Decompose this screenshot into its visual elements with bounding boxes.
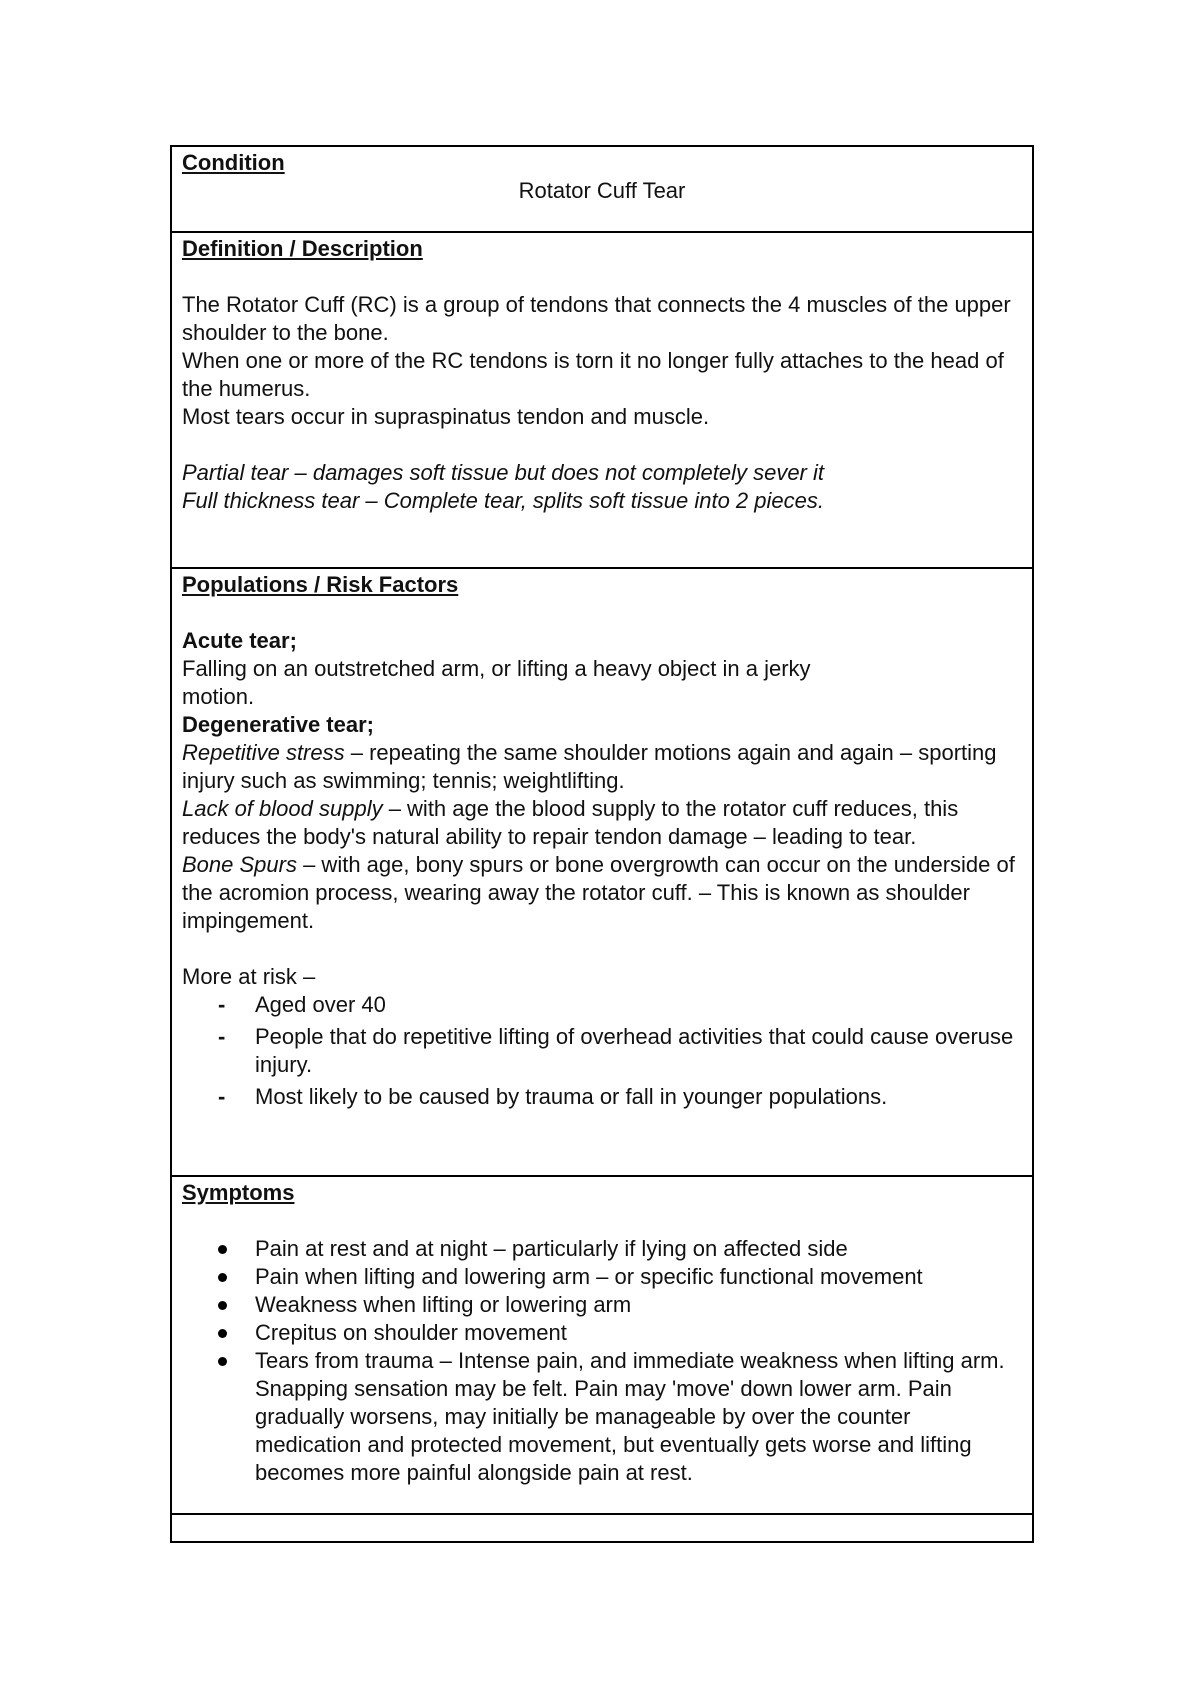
bullet-marker (218, 1245, 227, 1254)
repetitive-stress-paragraph (182, 739, 1022, 795)
list-item (182, 1235, 1022, 1263)
acute-tear-heading: Acute tear; (182, 628, 297, 653)
definition-heading: Definition / Description (182, 236, 423, 261)
dash-marker: - (218, 992, 226, 1017)
symptom-text: Crepitus on shoulder movement (255, 1320, 567, 1345)
blood-supply-paragraph (182, 795, 1022, 851)
repetitive-stress-label: Repetitive stress (182, 740, 345, 765)
list-item (182, 1083, 1022, 1111)
risk-item-text: Most likely to be caused by trauma or fall in younger populations. (255, 1084, 888, 1109)
blood-supply-label: Lack of blood supply (182, 796, 383, 821)
full-thickness-tear-text: Full thickness tear – Complete tear, splits soft tissue into 2 pieces. (182, 488, 824, 513)
symptoms-cell (172, 1177, 1032, 1515)
definition-cell (172, 233, 1032, 569)
risk-list (182, 991, 1022, 1111)
populations-cell (172, 569, 1032, 1177)
partial-tear-text: Partial tear – damages soft tissue but does not completely sever it (182, 460, 824, 485)
acute-tear-text: Falling on an outstretched arm, or lifting a heavy object in a jerky motion. (182, 656, 811, 709)
list-item (182, 1263, 1022, 1291)
symptoms-heading: Symptoms (182, 1180, 295, 1205)
bone-spurs-text: – with age, bony spurs or bone overgrowth can occur on the underside of the acromion process, wearing away the rotator cuff. – This is known as shoulder impingement. (182, 852, 1015, 933)
list-item (182, 1347, 1022, 1487)
condition-cell (172, 147, 1032, 233)
degenerative-tear-heading: Degenerative tear; (182, 712, 374, 737)
condition-heading: Condition (182, 150, 285, 175)
bullet-marker (218, 1329, 227, 1338)
bullet-marker (218, 1273, 227, 1282)
definition-line: When one or more of the RC tendons is torn it no longer fully attaches to the head of the humerus. (182, 348, 1004, 401)
risk-item-text: People that do repetitive lifting of overhead activities that could cause overuse injury. (255, 1024, 1014, 1077)
populations-heading: Populations / Risk Factors (182, 572, 459, 597)
symptom-text: Pain when lifting and lowering arm – or specific functional movement (255, 1264, 923, 1289)
bullet-marker (218, 1357, 227, 1366)
list-item (182, 1023, 1022, 1079)
list-item (182, 1291, 1022, 1319)
symptom-text: Pain at rest and at night – particularly if lying on affected side (255, 1236, 848, 1261)
bone-spurs-label: Bone Spurs (182, 852, 297, 877)
more-at-risk-label: More at risk – (182, 964, 316, 989)
symptoms-list (182, 1235, 1022, 1487)
empty-row (172, 1515, 1032, 1541)
bullet-marker (218, 1301, 227, 1310)
blood-supply-text: – with age the blood supply to the rotator cuff reduces, this reduces the body's natural ability to repair tendon damage – leading to tear. (182, 796, 959, 849)
condition-table (170, 145, 1034, 1543)
definition-line: The Rotator Cuff (RC) is a group of tendons that connects the 4 muscles of the upper shoulder to the bone. (182, 292, 1011, 345)
list-item (182, 991, 1022, 1019)
repetitive-stress-text: – repeating the same shoulder motions again and again – sporting injury such as swimming; tennis; weightlifting. (182, 740, 997, 793)
symptom-text: Tears from trauma – Intense pain, and immediate weakness when lifting arm. Snapping sensation may be felt. Pain may 'move' down lower arm. Pain gradually worsens, may initially be manageable by over the counter medication and protected movement, but eventually gets worse and lifting becomes more painful alongside pain at rest. (255, 1348, 1005, 1485)
definition-line: Most tears occur in supraspinatus tendon and muscle. (182, 404, 710, 429)
dash-marker: - (218, 1084, 226, 1109)
bone-spurs-paragraph (182, 851, 1022, 935)
dash-marker: - (218, 1024, 226, 1049)
condition-name: Rotator Cuff Tear (518, 178, 686, 203)
symptom-text: Weakness when lifting or lowering arm (255, 1292, 632, 1317)
list-item (182, 1319, 1022, 1347)
risk-item-text: Aged over 40 (255, 992, 386, 1017)
